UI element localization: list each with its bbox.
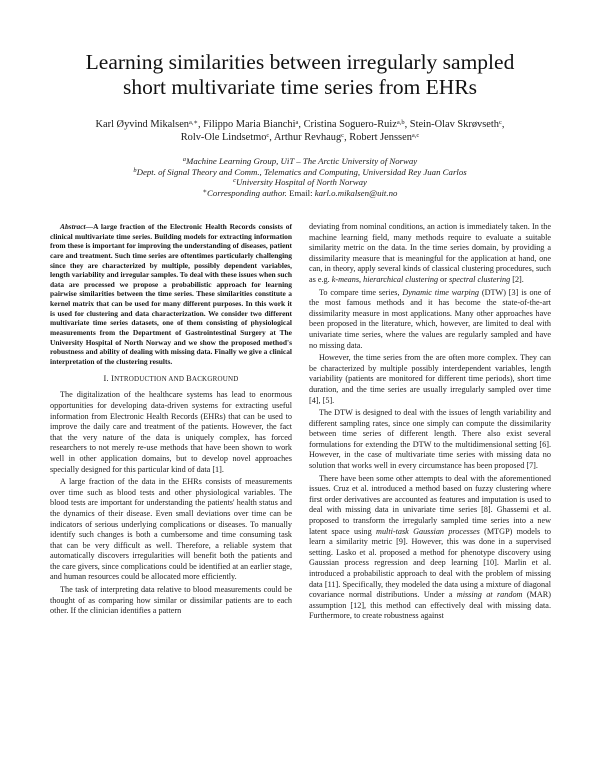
- author-name: Filippo Maria Bianchi: [203, 119, 296, 130]
- paragraph: The DTW is designed to deal with the issues of length variability and different sampling rates, since one simply can compute the dissimilarity between time series of different length. There also exist several formulations for extending the DTW to the multidimensional setting [6]. However, in the case of multivariate time series with missing data no solution that works well in every circumstance has been proposed [7].: [309, 408, 551, 471]
- paragraph: A large fraction of the data in the EHRs consists of measurements over time such as blood tests and other physiological variables. The blood tests are important for understanding the patients' health status and the dynamics of their disease. Even small deviations over time can be indicators of serious underlying complications or diseases. To manually identify such changes is both a cumbersome and time consuming task that can be very difficult as well. Therefore, a reliable system that automatically discovers irregularities will benefit both the patients and the care givers, since complications could be identified at an earlier stage, and human resources could be allocated more efficiently.: [50, 477, 292, 582]
- paragraph: deviating from nominal conditions, an action is immediately taken. In the machine learning field, many methods require to evaluate a suitable similarity metric on the data. In the time series domain, by providing a dissimilarity measure that is meaningful for the application at hand, one can, in theory, apply several kinds of classical clustering procedures, such as e.g. k-means, hierarchical clustering or spectral clustering [2].: [309, 222, 551, 284]
- author-name: Cristina Soguero-Ruiz: [303, 119, 397, 130]
- paragraph: However, the time series from the are often more complex. They can be characterized by multiple possibly interdependent variables, length variability (patients are monitored for different time periods), short time duration, and the time series are usually irregularly sampled over time [4], [5].: [309, 353, 551, 405]
- corresponding-author: ∗Corresponding author. Email: karl.o.mikalsen@uit.no: [202, 187, 398, 198]
- author-name: Robert Jenssen: [349, 132, 412, 143]
- right-column: [309, 222, 551, 624]
- author-list: [40, 118, 560, 144]
- author-name: Arthur Revhaug: [273, 132, 342, 143]
- abstract: [50, 222, 292, 366]
- abstract-label: Abstract: [60, 222, 86, 231]
- left-column: [50, 222, 292, 619]
- paragraph: The task of interpreting data relative to blood measurements could be thought of as comparing how similar or dissimilar patients are to each other. If the clinician identifies a pattern: [50, 585, 292, 616]
- author-name: Rolv-Ole Lindsetmo: [180, 132, 267, 143]
- section-heading: I. INTRODUCTION AND BACKGROUND: [103, 374, 239, 384]
- paragraph: The digitalization of the healthcare systems has lead to enormous opportunities for developing data-driven systems for extracting useful information from Electronic Health Records (EHRs) that can be used to improve the daily care and treatment of the patients. However, the fact that the very nature of the data is uniquely complex, has forced researchers to not merely re-use methods that have been shown to work well in other application domains, but to develop novel approaches specially designed for this particular kind of data [1].: [50, 390, 292, 474]
- author-line-1: Karl Øyvind Mikalsen$^{a,∗}$, Filippo Maria Bianchi$^a$, Cristina Soguero-Ruiz$^{a,b}$, Stein-Olav Skrøvseth$^c$,: [95, 119, 505, 130]
- email-address: karl.o.mikalsen@uit.no: [314, 187, 398, 198]
- author-line-2: Rolv-Ole Lindsetmo$^c$, Arthur Revhaug$^c$, Robert Jenssen$^{a,c}$: [180, 132, 420, 143]
- affiliation-a: $^a$Machine Learning Group, UiT – The Arctic University of Norway: [182, 156, 418, 166]
- affiliations: [40, 156, 560, 198]
- left-body: [50, 390, 292, 616]
- affiliation-b: $^b$Dept. of Signal Theory and Comm., Telematics and Computing, Universidad Rey Juan Carlos: [133, 166, 467, 177]
- author-name: Stein-Olav Skrøvseth: [409, 119, 499, 130]
- abstract-text: —A large fraction of the Electronic Health Records consists of clinical multivariate time series. Building models for extracting information from these is important for improving the understanding of diseases, patient care and treatment. Such time series are oftentimes particularly challenging since they are characterized by multiple, possibly dependent variables, length variability and irregular samples. To deal with these issues when such data are processed we propose a probabilistic approach for learning pairwise similarities between the time series. These similarities constitute a kernel matrix that can be used for many different purposes. In this work it is used for clustering and data characterization. We consider two different multivariate time series datasets, one of them consisting of physiological measurements from the Department of Gastrointestinal Surgery at The University Hospital of North Norway and we show the proposed method's robustness and ability of dealing with missing data. Finally we give a clinical interpretation of the clustering results.: [50, 222, 292, 366]
- paragraph: To compare time series, Dynamic time warping (DTW) [3] is one of the most famous methods and it has become the state-of-the-art dissimilarity measure in most applications. Many other approaches have been proposed in the literature, which, however, are limited to deal with univariate time series, where the values are regularly sampled and have no missing data.: [309, 287, 552, 350]
- paragraph: There have been some other attempts to deal with the aforementioned issues. Cruz et al. introduced a method based on fuzzy clustering where first order derivatives are accounted as features and imputation is used to deal with missing data in univariate time series [8]. Ghassemi et al. proposed to transform the irregularly sampled time series into a new latent space using multi-task Gaussian processes (MTGP) models to learn a similarity metric [9]. However, this was done in a supervised setting. Lasko et al. proposed a method for phenotype discovery using Gaussian process regression and deep learning [10]. Marlin et al. introduced a probabilistic approach to deal with the problem of missing data [11]. Specifically, they modeled the data using a mixture of diagonal covariance normal distributions. Under a missing at random (MAR) assumption [12], this method can effectively deal with missing data. Furthermore, to create robustness against: [309, 473, 551, 621]
- author-name: Karl Øyvind Mikalsen: [95, 119, 190, 130]
- title-line-1: Learning similarities between irregularly sampled: [85, 50, 515, 74]
- affiliation-c: $^c$University Hospital of North Norway: [233, 177, 367, 187]
- title-line-2: short multivariate time series from EHRs: [122, 75, 478, 99]
- paper-title: [40, 50, 560, 100]
